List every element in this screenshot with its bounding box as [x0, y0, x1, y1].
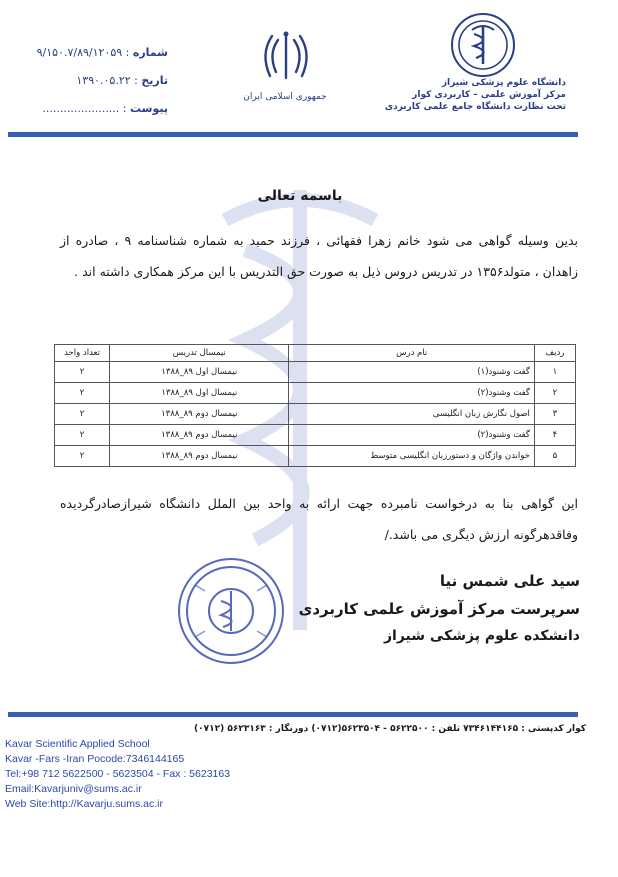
footer-divider: [8, 712, 578, 717]
row-number: ۱: [534, 362, 575, 383]
table-row: [55, 362, 576, 383]
header-row-number: ردیف: [534, 345, 575, 362]
university-line-3: تحت نظارت دانشگاه جامع علمی کاربردی: [384, 102, 566, 112]
school-name-en: Kavar Scientific Applied School: [5, 738, 150, 750]
number-label: شماره: [132, 46, 168, 59]
course-name: گفت وشنود(۱): [289, 362, 534, 383]
signatory-organization: دانشکده علوم پزشکی شیراز: [383, 628, 580, 644]
table-row: [55, 404, 576, 425]
course-name: خواندن واژگان و دستورزبان انگلیسی متوسط: [289, 446, 534, 467]
email-en: Email:Kavarjuniv@sums.ac.ir: [5, 783, 142, 795]
date-row: تاریخ : ۱۳۹۰.۰۵.۲۲: [76, 74, 168, 87]
emblem-caption: جمهوری اسلامی ایران: [243, 92, 327, 102]
english-contact-block: [5, 738, 305, 808]
signatory-name: سید علی شمس نیا: [439, 572, 580, 590]
table-row: [55, 425, 576, 446]
courses-table: [54, 344, 576, 467]
persian-contact-line: کوار کدپستی : ۷۳۴۶۱۴۴۱۶۵ تلفن : ۵۶۲۲۵۰۰ - ۵۶۲۳۵۰۴(۰۷۱۲) دورنگار : ۵۶۲۳۱۶۳ (۰۷۱۲): [193, 724, 586, 734]
official-stamp-icon: [175, 555, 287, 667]
teaching-term: نیمسال اول ۸۹_۱۳۸۸: [110, 362, 289, 383]
phone-en: Tel:+98 712 5622500 - 5623504 - Fax : 5623163: [5, 768, 231, 780]
course-units: ۲: [55, 425, 110, 446]
row-number: ۲: [534, 383, 575, 404]
course-name: گفت وشنود(۲): [289, 425, 534, 446]
iran-emblem-icon: [258, 28, 314, 84]
header-teaching-term: نیمسال تدریس: [110, 345, 289, 362]
header-divider: [8, 132, 578, 137]
certificate-paragraph: بدین وسیله گواهی می شود خانم زهرا فقهائی ، فرزند حمید به شماره شناسنامه ۹ ، صادره از زاهدان ، متولد۱۳۵۶ در تدریس دروس ذیل به صورت حق التدریس با این مرکز همکاری داشته اند .: [60, 233, 579, 279]
header-course-name: نام درس: [289, 345, 534, 362]
course-units: ۲: [55, 362, 110, 383]
date-value: ۱۳۹۰.۰۵.۲۲: [76, 74, 131, 87]
number-value: ۹/۱۵۰.۷/۸۹/۱۲۰۵۹: [36, 46, 123, 59]
document-heading: باسمه تعالی: [257, 188, 343, 204]
teaching-term: نیمسال اول ۸۹_۱۳۸۸: [110, 383, 289, 404]
course-units: ۲: [55, 383, 110, 404]
row-number: ۵: [534, 446, 575, 467]
teaching-term: نیمسال دوم ۸۹_۱۳۸۸: [110, 404, 289, 425]
closing-paragraph: این گواهی بنا به درخواست نامبرده جهت ارائه به واحد بین الملل دانشگاه شیرازصادرگردیده وفاقدهرگونه ارزش دیگری می باشد./: [60, 496, 578, 542]
table-row: [55, 446, 576, 467]
attachment-label: پیوست: [130, 102, 168, 115]
date-label: تاریخ: [141, 74, 168, 87]
row-number: ۳: [534, 404, 575, 425]
university-letterhead: [360, 77, 566, 113]
course-units: ۲: [55, 404, 110, 425]
teaching-term: نیمسال دوم ۸۹_۱۳۸۸: [110, 425, 289, 446]
header-units: تعداد واحد: [55, 345, 110, 362]
course-units: ۲: [55, 446, 110, 467]
website-en: Web Site:http://Kavarju.sums.ac.ir: [5, 798, 163, 810]
row-number: ۴: [534, 425, 575, 446]
university-logo-icon: [450, 12, 516, 78]
attachment-row: پیوست : ......................: [42, 102, 168, 115]
course-name: گفت وشنود(۲): [289, 383, 534, 404]
table-row: [55, 383, 576, 404]
university-line-1: دانشگاه علوم پزشکی شیراز: [441, 78, 566, 88]
university-line-2: مرکز آموزش علمی – کاربردی کوار: [412, 90, 566, 100]
course-name: اصول نگارش زبان انگلیسی: [289, 404, 534, 425]
teaching-term: نیمسال دوم ۸۹_۱۳۸۸: [110, 446, 289, 467]
signatory-position: سرپرست مرکز آموزش علمی کاربردی: [298, 600, 580, 618]
address-en: Kavar -Fars -Iran Pocode:7346144165: [5, 753, 185, 765]
number-row: شماره : ۹/۱۵۰.۷/۸۹/۱۲۰۵۹: [36, 46, 168, 59]
letter-metadata: [8, 40, 168, 120]
attachment-value: ......................: [42, 102, 120, 115]
table-header-row: [55, 345, 576, 362]
